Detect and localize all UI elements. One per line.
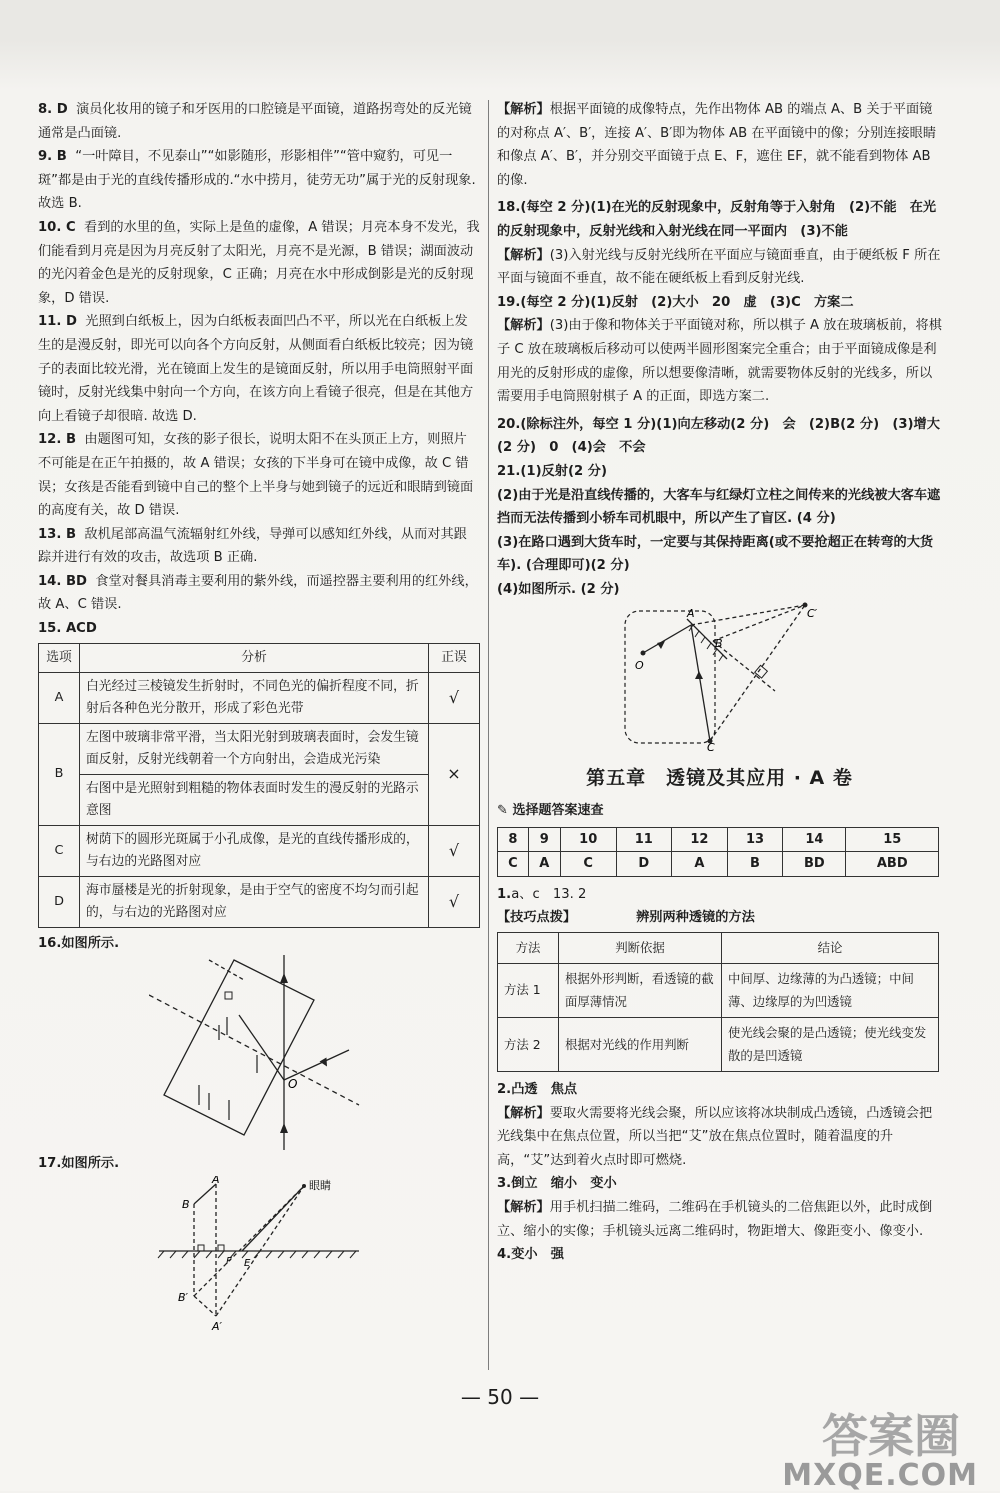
quick-answer: A: [528, 852, 560, 877]
row-method: 方法 1: [498, 963, 559, 1017]
pencil-icon: ✎: [497, 803, 508, 819]
quick-answer: A: [672, 852, 728, 877]
quick-num: 13: [727, 827, 783, 852]
col-header-basis: 判断依据: [559, 933, 722, 964]
row-analysis: 海市蜃楼是光的折射现象，是由于空气的密度不均匀而引起的，与右边的光路图对应: [80, 876, 429, 927]
answer-14: 14. BD 食堂对餐具消毒主要利用的紫外线，而遥控器主要利用的红外线，故 A、C 错误.: [38, 573, 478, 613]
analysis-19: 【解析】(3)由于像和物体关于平面镜对称，所以棋子 A 放在玻璃板前，将棋子 C 放在玻璃板后移动可以使两半圆形图案完全重合；由于平面镜成像是利用光的反射形成的虚像，所以想要像清晰，就需要物体反射的光线多，所以需要用手电筒照射棋子 A 的正面，即选方案二.: [497, 318, 942, 405]
arrow-up: [280, 973, 288, 983]
ray-c-to-a: [691, 625, 710, 741]
col-header-method: 方法: [498, 933, 559, 964]
table-row: [39, 723, 480, 774]
chapter-title: 第五章 透镜及其应用 · A 卷: [586, 767, 853, 790]
left-column: [38, 98, 480, 1336]
row-conclusion: 使光线会聚的是凸透镜；使光线变发散的是凹透镜: [722, 1017, 939, 1071]
row-analysis: 左图中玻璃非常平滑，当太阳光射到玻璃表面时，会发生镜面反射，反射光线朝着一个方向射出，会造成光污染: [80, 723, 429, 774]
row-verdict: √: [429, 876, 480, 927]
answer-18: 18.(每空 2 分)(1)在光的反射现象中，反射角等于入射角 (2)不能 在光的反射现象中，反射光线和入射光线在同一平面内 (3)不能: [497, 200, 937, 239]
quick-answer-heading: ✎ 选择题答案速查: [497, 803, 604, 819]
table-header-row: [498, 933, 939, 964]
row-analysis: 树荫下的圆形光斑属于小孔成像，是光的直线传播形成的，与右边的光路图对应: [80, 825, 429, 876]
quick-answer: ABD: [846, 852, 939, 877]
ray-a-to-o: [643, 625, 691, 653]
answer-19: 19.(每空 2 分)(1)反射 (2)大小 20 虚 (3)C 方案二: [497, 294, 854, 310]
answer-10: 10. C 看到的水里的鱼，实际上是鱼的虚像，A 错误；月亮本身不发光，我们能看到月亮是因为月亮反射了太阳光，月亮不是光源，B 错误；湖面波动的光闪着金色是光的反射现象，C 正确；月亮在水中形成倒影是光的反射现象，D 错误.: [38, 219, 480, 306]
quick-num: 9: [528, 827, 560, 852]
column-divider: [488, 100, 489, 1370]
object-ab: [194, 1184, 216, 1204]
glass-block: [164, 960, 314, 1135]
normal-dashed-line: [149, 995, 359, 1105]
answer-1: 1.a、c 13. 2: [497, 886, 587, 902]
answer-15: 15. ACD: [38, 621, 97, 637]
watermark-logo: 答案圈: [822, 1409, 960, 1463]
answer-3: 3.倒立 缩小 变小: [497, 1176, 617, 1192]
row-method: 方法 2: [498, 1017, 559, 1071]
quick-num: 14: [783, 827, 846, 852]
row-option: B: [39, 723, 80, 825]
figure-21-blind-spot-diagram: [615, 601, 825, 751]
label-o: O: [288, 1077, 298, 1092]
answer-11: 11. D 光照到白纸板上，因为白纸板表面凹凸不平，所以光在白纸板上发生的是漫反射，即光可以向各个方向反射，从侧面看白纸板比较亮；因为镜子的表面比较光滑，光在镜面上发生的是镜面反射，所以用手电筒照射平面镜时，反射光线集中射向一个方向，在该方向上看镜子很亮，但是在其他方向上看镜子却很暗. 故选 D.: [38, 314, 474, 424]
row-analysis-2: 右图中是光照射到粗糙的物体表面时发生的漫反射的光路示意图: [80, 774, 429, 825]
quick-answer: D: [616, 852, 672, 877]
label-a: A: [686, 607, 695, 621]
answer-8: 8. D 演员化妆用的镜子和牙医用的口腔镜是平面镜，道路拐弯处的反光镜通常是凸面镜.: [38, 102, 472, 141]
reflected-ray: [284, 1050, 349, 1080]
tips-heading: 【技巧点拨】 辨别两种透镜的方法: [497, 910, 755, 926]
analysis-18: 【解析】(3)入射光线与反射光线所在平面应与镜面垂直，由于硬纸板 F 所在平面与镜面不垂直，故不能在硬纸板上看到反射光线.: [497, 247, 941, 287]
analysis-3: 【解析】用手机扫描二维码，二维码在手机镜头的二倍焦距以外，此时成倒立、缩小的实像；手机镜头远离二维码时，物距增大、像距变小、像变小.: [497, 1199, 933, 1239]
analysis-table-15: [38, 643, 480, 928]
answer-20: 20.(除标注外，每空 1 分)(1)向左移动(2 分) 会 (2)B(2 分) (3)增大(2 分) 0 (4)会 不会: [497, 416, 940, 456]
dashed-c-c-prime: [710, 605, 805, 741]
answer-4: 4.变小 强: [497, 1247, 564, 1263]
right-angle-mark: [225, 992, 232, 999]
col-header-option: 选项: [39, 643, 80, 672]
table-row: [39, 672, 480, 723]
ray-e: [242, 1186, 304, 1251]
quick-num: 15: [846, 827, 939, 852]
label-c: C: [706, 741, 715, 752]
label-c-prime: C′: [806, 607, 817, 621]
row-conclusion: 中间厚、边缘薄的为凸透镜；中间薄、边缘厚的为凹透镜: [722, 963, 939, 1017]
right-column: [497, 98, 942, 1267]
answer-21-part4: (4)如图所示. (2 分): [497, 581, 620, 597]
figure-16-refraction-diagram: [149, 955, 369, 1150]
image-ab: [194, 1296, 216, 1316]
analysis-2: 【解析】要取火需要将光线会聚，所以应该将冰块制成凸透镜，凸透镜会把光线集中在焦点位置，所以当把“艾”放在焦点位置时，随着温度的升高，“艾”达到着火点时即可燃烧.: [497, 1105, 933, 1168]
row-option: D: [39, 876, 80, 927]
quick-answer-row: [498, 852, 939, 877]
watermark-url: MXQE.COM: [782, 1458, 978, 1493]
quick-number-row: [498, 827, 939, 852]
figure-17-mirror-image-diagram: [154, 1176, 364, 1336]
lens-methods-table: [497, 932, 939, 1072]
label-e: E: [244, 1257, 251, 1269]
answer-12: 12. B 由题图可知，女孩的影子很长，说明太阳不在头顶正上方，则照片不可能是在正午拍摄的，故 A 错误；女孩的下半身可在镜中成像，故 C 错误；女孩是否能看到镜中自己的整个上半身与她到镜子的远近和眼睛到镜面的高度有关，故 D 错误.: [38, 432, 474, 519]
row-basis: 根据外形判断，看透镜的截面厚薄情况: [559, 963, 722, 1017]
col-header-analysis: 分析: [80, 643, 429, 672]
quick-num: 10: [560, 827, 616, 852]
table-row: [498, 1017, 939, 1071]
row-verdict: ×: [429, 723, 480, 825]
table-row: [39, 774, 480, 825]
label-b: B: [714, 637, 723, 651]
quick-answer: C: [498, 852, 529, 877]
col-header-verdict: 正误: [429, 643, 480, 672]
row-basis: 根据对光线的作用判断: [559, 1017, 722, 1071]
row-verdict: √: [429, 825, 480, 876]
answer-17: 17.如图所示.: [38, 1156, 120, 1172]
answer-16: 16.如图所示.: [38, 935, 120, 951]
answer-21: 21.(1)反射(2 分): [497, 463, 607, 479]
quick-num: 8: [498, 827, 529, 852]
table-header-row: [39, 643, 480, 672]
quick-answer: B: [727, 852, 783, 877]
col-header-conclusion: 结论: [722, 933, 939, 964]
label-eye: 眼睛: [309, 1178, 331, 1192]
arrow-lower: [280, 1123, 288, 1133]
answer-13: 13. B 敌机尾部高温气流辐射红外线，导弹可以感知红外线，从而对其跟踪并进行有效的攻击，故选项 B 正确.: [38, 526, 467, 566]
label-f: F: [226, 1255, 232, 1267]
dashed-b-c-prime: [713, 605, 805, 641]
quick-answer-table: [497, 827, 939, 877]
row-verdict: √: [429, 672, 480, 723]
row-option: C: [39, 825, 80, 876]
label-b: B: [182, 1197, 190, 1211]
row-option: A: [39, 672, 80, 723]
answer-21-part3: (3)在路口遇到大货车时，一定要与其保持距离(或不要抢超正在转弯的大货车). (合理即可)(2 分): [497, 534, 934, 574]
table-row: [39, 825, 480, 876]
label-b-prime: B′: [178, 1290, 189, 1304]
label-a: A: [212, 1175, 220, 1186]
label-a-prime: A′: [212, 1319, 223, 1333]
table-row: [498, 963, 939, 1017]
page-number: — 50 —: [460, 1385, 540, 1409]
dashed-a-c-prime: [691, 605, 805, 625]
quick-answer: C: [560, 852, 616, 877]
answer-9: 9. B “一叶障目，不见泰山”“如影随形，形影相伴”“管中窥豹，可见一斑”都是由于光的直线传播形成的.“水中捞月，徒劳无功”属于光的反射现象. 故选 B.: [38, 149, 476, 212]
label-o: O: [634, 659, 644, 673]
quick-answer: BD: [783, 852, 846, 877]
analysis-17: 【解析】根据平面镜的成像特点，先作出物体 AB 的端点 A、B 关于平面镜的对称点 A′、B′，连接 A′、B′即为物体 AB 在平面镜中的像；分别连接眼睛和像点 A′、B′，并分别交平面镜于点 E、F，遮住 EF，就不能看到物体 AB 的像.: [497, 102, 937, 188]
quick-num: 12: [672, 827, 728, 852]
quick-num: 11: [616, 827, 672, 852]
row-analysis: 白光经过三棱镜发生折射时，不同色光的偏折程度不同，折射后各种色光分散开，形成了彩色光带: [80, 672, 429, 723]
answer-2: 2.凸透 焦点: [497, 1082, 578, 1097]
answer-21-part2: (2)由于光是沿直线传播的，大客车与红绿灯立柱之间传来的光线被大客车遮挡而无法传播到小轿车司机眼中，所以产生了盲区. (4 分): [497, 487, 941, 527]
table-row: [39, 876, 480, 927]
refracted-ray: [239, 1015, 284, 1080]
